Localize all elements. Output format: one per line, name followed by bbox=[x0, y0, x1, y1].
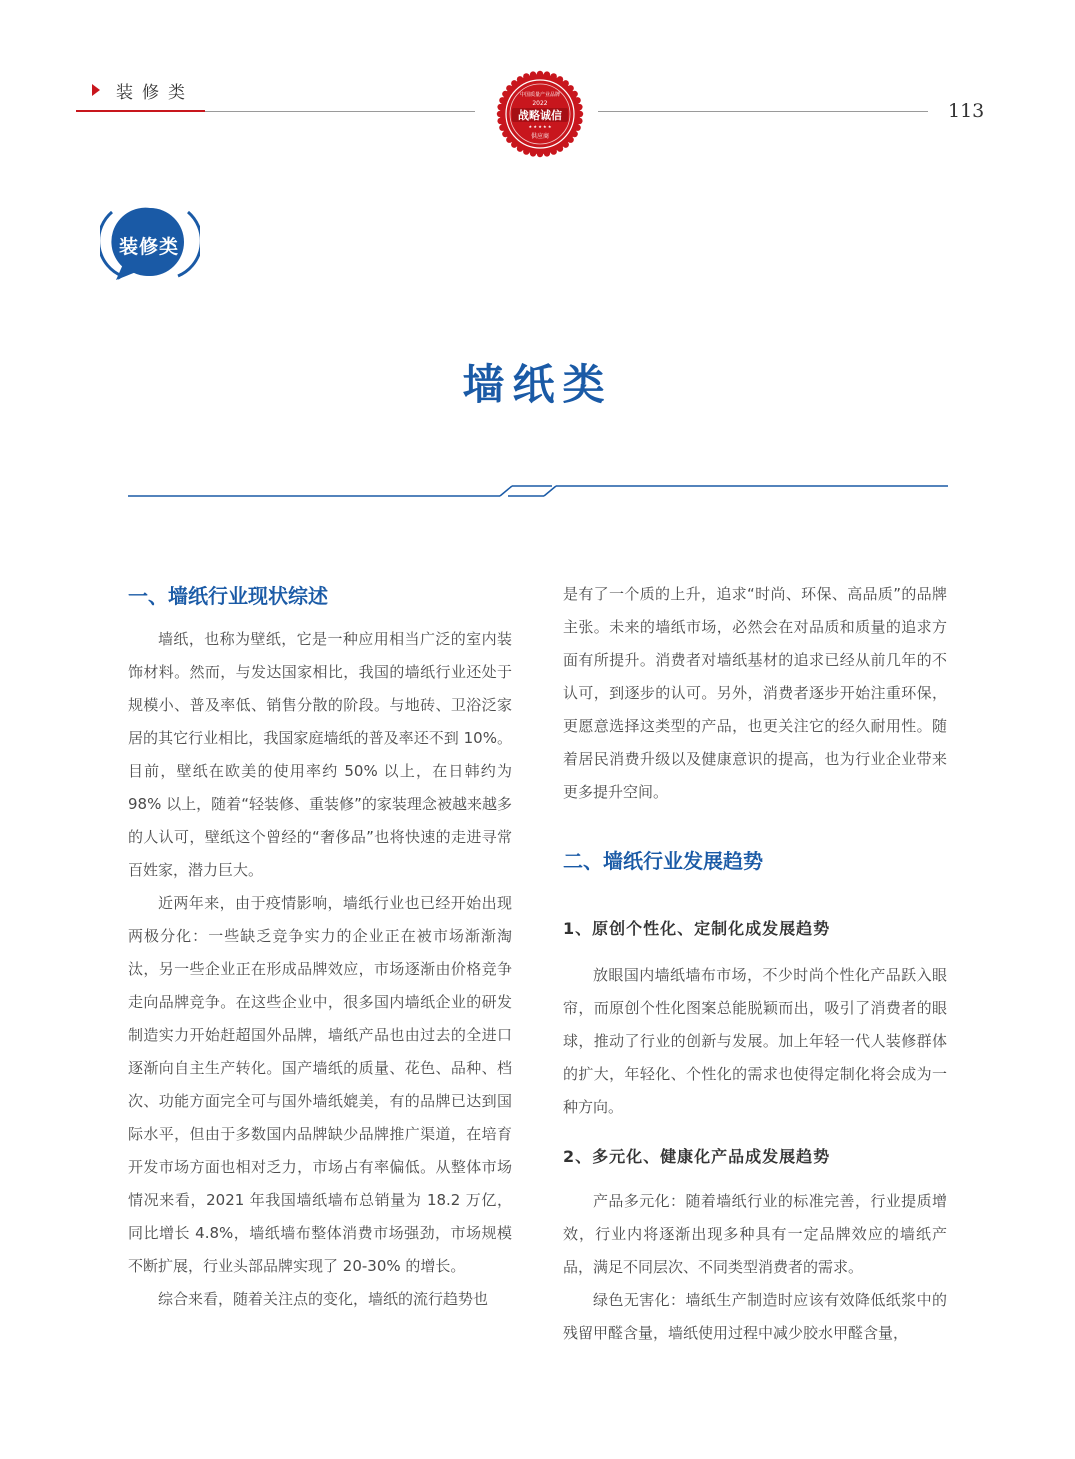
header-rule-right bbox=[598, 111, 928, 112]
section-heading-1: 一、墙纸行业现状综述 bbox=[128, 584, 328, 608]
subheading-1: 1、原创个性化、定制化成发展趋势 bbox=[563, 919, 831, 938]
page-title: 墙纸类 bbox=[462, 360, 613, 409]
title-divider bbox=[128, 480, 948, 500]
page-number: 113 bbox=[948, 100, 985, 122]
header-accent-line bbox=[76, 110, 205, 112]
paragraph: 产品多元化：随着墙纸行业的标准完善，行业提质增效，行业内将逐渐出现多种具有一定品牌效应的墙纸产品，满足不同层次、不同类型消费者的需求。 bbox=[563, 1192, 947, 1276]
svg-text:2022: 2022 bbox=[532, 100, 548, 107]
paragraph: 放眼国内墙纸墙布市场，不少时尚个性化产品跃入眼帘，而原创个性化图案总能脱颖而出，吸引了消费者的眼球，推动了行业的创新与发展。加上年轻一代人装修群体的扩大，年轻化、个性化的需求也使得定制化将会成为一种方向。 bbox=[563, 966, 947, 1116]
svg-text:中国质量产业品牌: 中国质量产业品牌 bbox=[519, 92, 561, 98]
svg-text:战略诚信: 战略诚信 bbox=[518, 109, 562, 122]
paragraph: 近两年来，由于疫情影响，墙纸行业也已经开始出现两极分化：一些缺乏竞争实力的企业正在被市场渐渐淘汰，另一些企业正在形成品牌效应，市场逐渐由价格竞争走向品牌竞争。在这些企业中，很多国内墙纸企业的研发制造实力开始赶超国外品牌，墙纸产品也由过去的全进口逐渐向自主生产转化。国产墙纸的质量、花色、品种、档次、功能方面完全可与国外墙纸媲美，有的品牌已达到国际水平，但由于多数国内品牌缺少品牌推广渠道，在培育开发市场方面也相对乏力，市场占有率偏低。从整体市场情况来看，2021 年我国墙纸墙布总销量为 18.2 万亿，同比增长 4.8%，墙纸墙布整体消费市场强劲，市场规模不断扩展，行业头部品牌实现了 20-30% 的增长。 bbox=[128, 894, 512, 1275]
paragraph: 综合来看，随着关注点的变化，墙纸的流行趋势也 bbox=[158, 1290, 489, 1308]
right-column bbox=[563, 580, 947, 1350]
svg-text:★ ★ ★ ★ ★: ★ ★ ★ ★ ★ bbox=[528, 124, 552, 129]
svg-text:供应商: 供应商 bbox=[530, 133, 550, 140]
badge-label: 装修类 bbox=[118, 236, 179, 258]
left-column bbox=[128, 580, 512, 1316]
paragraph-continuation: 是有了一个质的上升，追求“时尚、环保、高品质”的品牌主张。未来的墙纸市场，必然会在对品质和质量的追求方面有所提升。消费者对墙纸基材的追求已经从前几年的不认可，到逐步的认可。另外，消费者逐步开始注重环保，更愿意选择这类型的产品，也更关注它的经久耐用性。随着居民消费升级以及健康意识的提高，也为行业企业带来更多提升空间。 bbox=[563, 585, 947, 801]
subheading-2: 2、多元化、健康化产品成发展趋势 bbox=[563, 1147, 831, 1166]
header-rule-left bbox=[205, 111, 475, 112]
paragraph: 墙纸，也称为壁纸，它是一种应用相当广泛的室内装饰材料。然而，与发达国家相比，我国的墙纸行业还处于规模小、普及率低、销售分散的阶段。与地砖、卫浴泛家居的其它行业相比，我国家庭墙纸的普及率还不到 10%。目前，壁纸在欧美的使用率约 50% 以上，在日韩约为 98% 以上，随着“轻装修、重装修”的家装理念被越来越多的人认可，壁纸这个曾经的“奢侈品”也将快速的走进寻常百姓家，潜力巨大。 bbox=[128, 630, 512, 879]
play-arrow-icon bbox=[92, 84, 100, 96]
running-header-category: 装修类 bbox=[116, 83, 194, 103]
paragraph: 绿色无害化：墙纸生产制造时应该有效降低纸浆中的残留甲醛含量，墙纸使用过程中减少胶水甲醛含量， bbox=[563, 1291, 947, 1342]
section-heading-2: 二、墙纸行业发展趋势 bbox=[563, 849, 763, 873]
strategic-integrity-seal bbox=[496, 70, 584, 158]
